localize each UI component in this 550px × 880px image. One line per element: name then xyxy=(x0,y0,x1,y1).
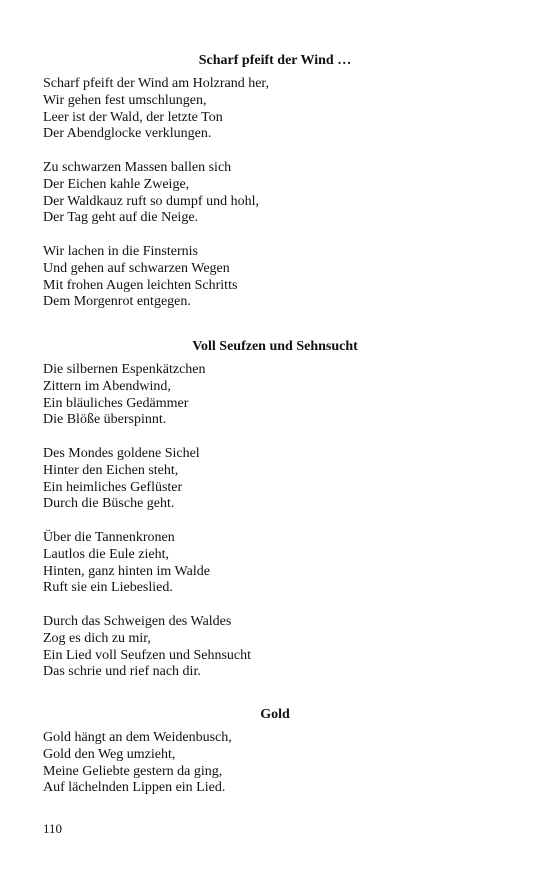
verse-line: Des Mondes goldene Sichel xyxy=(43,445,200,461)
verse-line: Lautlos die Eule zieht, xyxy=(43,546,169,562)
poem-body xyxy=(43,76,513,311)
verse-line: Leer ist der Wald, der letzte Ton xyxy=(43,109,223,125)
verse-line: Die silbernen Espenkätzchen xyxy=(43,362,206,377)
verse-line: Zittern im Abendwind, xyxy=(43,378,171,394)
verse-line: Der Abendglocke verklungen. xyxy=(43,126,212,142)
verse-line: Die Blöße überspinnt. xyxy=(43,412,167,428)
verse-line: Hinter den Eichen steht, xyxy=(43,462,179,478)
poem-title: Gold xyxy=(260,707,290,722)
verse-line: Hinten, ganz hinten im Walde xyxy=(43,563,210,579)
verse-line: Scharf pfeift der Wind am Holzrand her, xyxy=(43,76,270,91)
poem-title: Voll Seufzen und Sehnsucht xyxy=(192,339,358,354)
verse-line: Ruft sie ein Liebeslied. xyxy=(43,580,173,596)
verse-line: Auf lächelnden Lippen ein Lied. xyxy=(43,780,226,796)
verse-line: Zu schwarzen Massen ballen sich xyxy=(43,159,232,175)
verse-line: Ein bläuliches Gedämmer xyxy=(43,395,189,411)
stanza xyxy=(43,362,513,429)
verse-line: Ein heimliches Geflüster xyxy=(43,479,183,495)
verse-line: Gold hängt an dem Weidenbusch, xyxy=(43,730,232,745)
verse-line: Der Eichen kahle Zweige, xyxy=(43,176,190,192)
verse-line: Zog es dich zu mir, xyxy=(43,630,151,646)
verse-line: Das schrie und rief nach dir. xyxy=(43,664,201,680)
verse-line: Wir gehen fest umschlungen, xyxy=(43,92,207,108)
stanza xyxy=(43,446,513,513)
verse-line: Ein Lied voll Seufzen und Sehnsucht xyxy=(43,647,252,663)
stanza xyxy=(43,614,513,681)
poem-title: Scharf pfeift der Wind … xyxy=(198,53,352,68)
verse-line: Durch die Büsche geht. xyxy=(43,496,175,512)
verse-line: Wir lachen in die Finsternis xyxy=(43,243,198,259)
verse-line: Der Waldkauz ruft so dumpf und hohl, xyxy=(43,193,259,209)
verse-line: Mit frohen Augen leichten Schritts xyxy=(43,277,238,293)
page-number: 110 xyxy=(43,821,63,836)
poem-body xyxy=(43,362,513,681)
stanza xyxy=(43,530,513,597)
stanza xyxy=(43,730,513,797)
stanza xyxy=(43,160,513,227)
verse-line: Gold den Weg umzieht, xyxy=(43,746,176,762)
poem-body xyxy=(43,730,513,797)
verse-line: Der Tag geht auf die Neige. xyxy=(43,210,199,226)
verse-line: Durch das Schweigen des Waldes xyxy=(43,613,232,629)
stanza xyxy=(43,244,513,311)
verse-line: Dem Morgenrot entgegen. xyxy=(43,294,191,310)
stanza xyxy=(43,76,513,143)
verse-line: Meine Geliebte gestern da ging, xyxy=(43,763,223,779)
verse-line: Über die Tannenkronen xyxy=(43,529,175,545)
verse-line: Und gehen auf schwarzen Wegen xyxy=(43,260,230,276)
